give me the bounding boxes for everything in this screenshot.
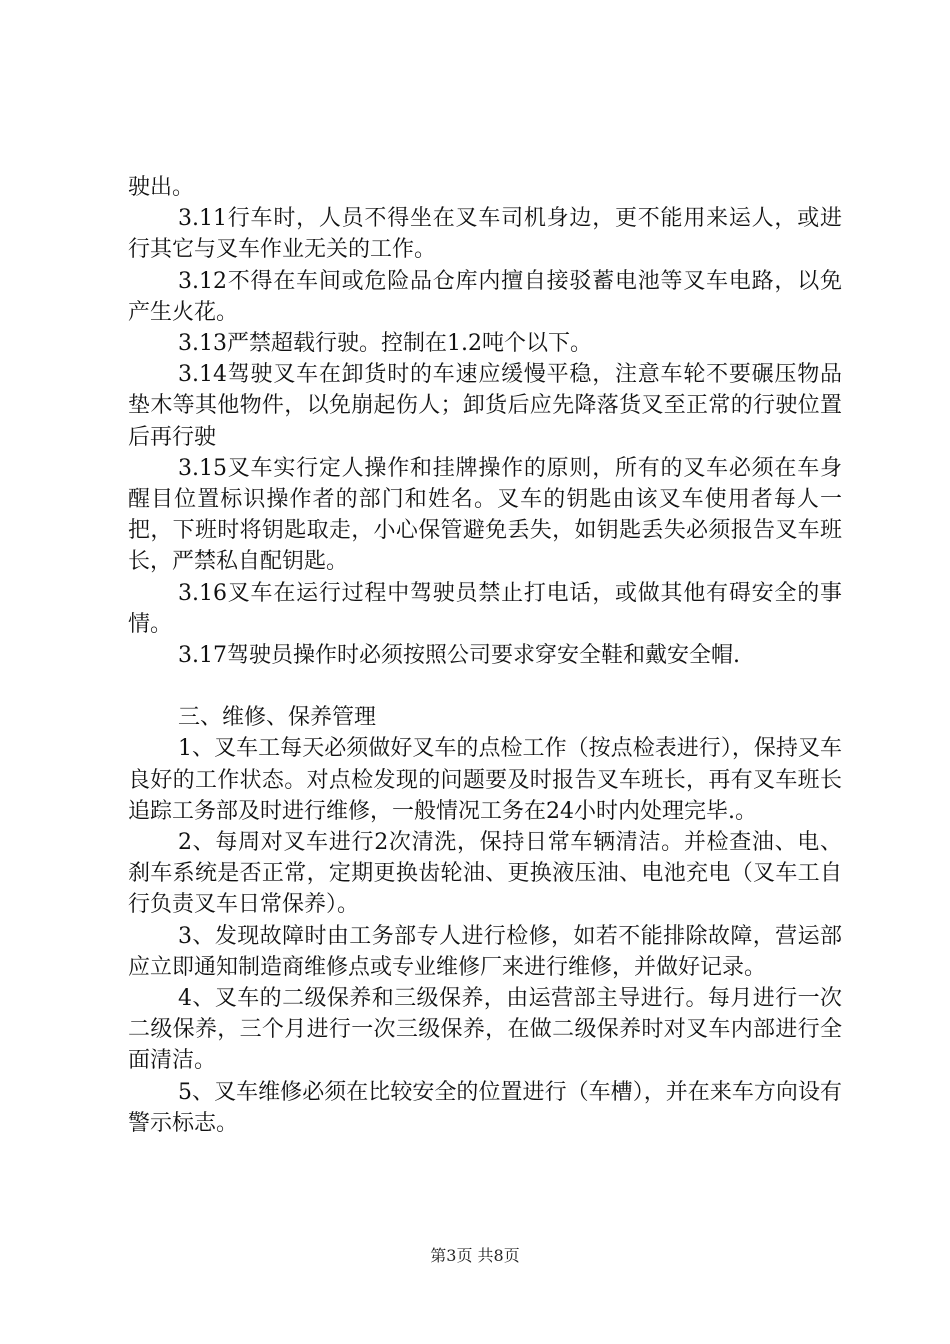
paragraph-3-17: 3.17驾驶员操作时必须按照公司要求穿安全鞋和戴安全帽. [178, 643, 740, 669]
page-number-footer: 第3页 共8页 [430, 1246, 520, 1265]
paragraph-continuation: 驶出。 [128, 175, 195, 200]
paragraph-3-11: 3.11行车时，人员不得坐在叉车司机身边，更不能用来运人，或进行其它与叉车作业无关的工作。 [128, 206, 842, 263]
maintenance-item-1: 1、叉车工每天必须做好叉车的点检工作（按点检表进行），保持叉车良好的工作状态。对点检发现的问题要及时报告叉车班长，再有叉车班长追踪工务部及时进行维修，一般情况工务在24小时内处理完毕.。 [128, 736, 842, 824]
maintenance-item-3: 3、发现故障时由工务部专人进行检修，如若不能排除故障，营运部应立即通知制造商维修点或专业维修厂来进行维修，并做好记录。 [128, 923, 842, 980]
paragraph-3-14: 3.14驾驶叉车在卸货时的车速应缓慢平稳，注意车轮不要碾压物品垫木等其他物件，以免崩起伤人；卸货后应先降落货叉至正常的行驶位置后再行驶 [128, 362, 842, 450]
section-spacer [128, 671, 842, 702]
paragraph-3-15: 3.15叉车实行定人操作和挂牌操作的原则，所有的叉车必须在车身醒目位置标识操作者的部门和姓名。叉车的钥匙由该叉车使用者每人一把，下班时将钥匙取走，小心保管避免丢失，如钥匙丢失必须报告叉车班长，严禁私自配钥匙。 [128, 455, 842, 575]
document-body [128, 172, 842, 1139]
paragraph-3-13: 3.13严禁超载行驶。控制在1.2吨个以下。 [178, 331, 592, 357]
maintenance-item-4: 4、叉车的二级保养和三级保养，由运营部主导进行。每月进行一次二级保养，三个月进行一次三级保养，在做二级保养时对叉车内部进行全面清洁。 [128, 986, 842, 1074]
paragraph-3-12: 3.12不得在车间或危险品仓库内擅自接驳蓄电池等叉车电路，以免产生火花。 [128, 268, 842, 325]
maintenance-item-5: 5、叉车维修必须在比较安全的位置进行（车槽），并在来车方向设有警示标志。 [128, 1079, 842, 1136]
section-heading: 三、维修、保养管理 [178, 705, 377, 731]
paragraph-3-16: 3.16叉车在运行过程中驾驶员禁止打电话，或做其他有碍安全的事情。 [128, 580, 842, 637]
maintenance-item-2: 2、每周对叉车进行2次清洗，保持日常车辆清洁。并检查油、电、刹车系统是否正常，定期更换齿轮油、更换液压油、电池充电（叉车工自行负责叉车日常保养）。 [128, 830, 842, 918]
